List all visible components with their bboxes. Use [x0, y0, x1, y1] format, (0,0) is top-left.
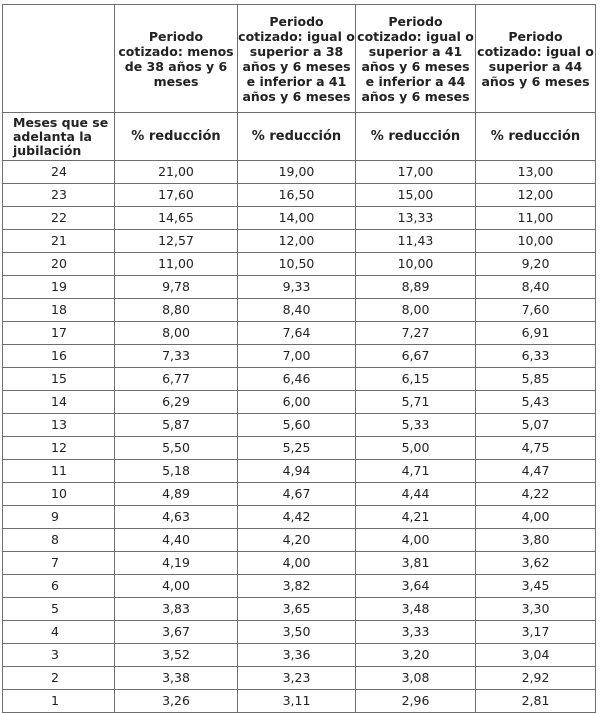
- header-period-over-44y6m: Periodo cotizado: igual o superior a 44 años y 6 meses: [476, 5, 596, 113]
- reduction-value-cell: 7,00: [238, 345, 356, 368]
- months-early-cell: 20: [3, 253, 115, 276]
- pension-reduction-table: [2, 4, 596, 713]
- reduction-value-cell: 8,40: [476, 276, 596, 299]
- reduction-value-cell: 9,78: [115, 276, 238, 299]
- months-early-cell: 5: [3, 598, 115, 621]
- header-period-under-38y6m: Periodo cotizado: menos de 38 años y 6 meses: [115, 5, 238, 113]
- reduction-value-cell: 11,00: [476, 207, 596, 230]
- reduction-table-container: [2, 4, 596, 713]
- table-head: [3, 5, 596, 161]
- months-early-cell: 17: [3, 322, 115, 345]
- reduction-value-cell: 6,77: [115, 368, 238, 391]
- reduction-value-cell: 3,04: [476, 644, 596, 667]
- reduction-value-cell: 17,00: [356, 161, 476, 184]
- table-row: [3, 414, 596, 437]
- reduction-value-cell: 4,47: [476, 460, 596, 483]
- table-row: [3, 207, 596, 230]
- months-early-cell: 8: [3, 529, 115, 552]
- header-period-41y6m-to-44y6m: Periodo cotizado: igual o superior a 41 años y 6 meses e inferior a 44 años y 6 meses: [356, 5, 476, 113]
- reduction-value-cell: 3,20: [356, 644, 476, 667]
- table-row: [3, 621, 596, 644]
- reduction-value-cell: 3,82: [238, 575, 356, 598]
- reduction-value-cell: 19,00: [238, 161, 356, 184]
- months-early-cell: 6: [3, 575, 115, 598]
- reduction-value-cell: 5,33: [356, 414, 476, 437]
- reduction-value-cell: 5,07: [476, 414, 596, 437]
- table-row: [3, 184, 596, 207]
- reduction-value-cell: 12,57: [115, 230, 238, 253]
- reduction-value-cell: 4,00: [238, 552, 356, 575]
- reduction-value-cell: 3,26: [115, 690, 238, 713]
- reduction-value-cell: 4,71: [356, 460, 476, 483]
- reduction-value-cell: 14,65: [115, 207, 238, 230]
- reduction-value-cell: 6,33: [476, 345, 596, 368]
- reduction-value-cell: 4,75: [476, 437, 596, 460]
- header-row: [3, 5, 596, 113]
- reduction-value-cell: 4,00: [115, 575, 238, 598]
- reduction-value-cell: 4,22: [476, 483, 596, 506]
- months-early-cell: 13: [3, 414, 115, 437]
- table-row: [3, 506, 596, 529]
- reduction-value-cell: 4,20: [238, 529, 356, 552]
- months-early-cell: 16: [3, 345, 115, 368]
- reduction-value-cell: 5,85: [476, 368, 596, 391]
- reduction-value-cell: 7,60: [476, 299, 596, 322]
- months-early-cell: 24: [3, 161, 115, 184]
- subheader-reduction: % reducción: [115, 113, 238, 161]
- reduction-value-cell: 2,96: [356, 690, 476, 713]
- subheader-months-early: Meses que se adelanta la jubilación: [3, 113, 115, 161]
- reduction-value-cell: 4,67: [238, 483, 356, 506]
- reduction-value-cell: 5,25: [238, 437, 356, 460]
- reduction-value-cell: 3,83: [115, 598, 238, 621]
- reduction-value-cell: 3,64: [356, 575, 476, 598]
- months-early-cell: 21: [3, 230, 115, 253]
- reduction-value-cell: 3,50: [238, 621, 356, 644]
- reduction-value-cell: 3,48: [356, 598, 476, 621]
- header-period-38y6m-to-41y6m: Periodo cotizado: igual o superior a 38 años y 6 meses e inferior a 41 años y 6 meses: [238, 5, 356, 113]
- reduction-value-cell: 4,89: [115, 483, 238, 506]
- reduction-value-cell: 3,52: [115, 644, 238, 667]
- table-row: [3, 368, 596, 391]
- months-early-cell: 9: [3, 506, 115, 529]
- reduction-value-cell: 5,60: [238, 414, 356, 437]
- reduction-value-cell: 3,81: [356, 552, 476, 575]
- reduction-value-cell: 6,46: [238, 368, 356, 391]
- reduction-value-cell: 6,15: [356, 368, 476, 391]
- table-row: [3, 437, 596, 460]
- table-row: [3, 391, 596, 414]
- reduction-value-cell: 10,00: [476, 230, 596, 253]
- months-early-cell: 15: [3, 368, 115, 391]
- months-early-cell: 10: [3, 483, 115, 506]
- reduction-value-cell: 11,00: [115, 253, 238, 276]
- reduction-value-cell: 3,30: [476, 598, 596, 621]
- reduction-value-cell: 11,43: [356, 230, 476, 253]
- reduction-value-cell: 3,11: [238, 690, 356, 713]
- table-row: [3, 322, 596, 345]
- reduction-value-cell: 7,27: [356, 322, 476, 345]
- reduction-value-cell: 4,40: [115, 529, 238, 552]
- reduction-value-cell: 13,00: [476, 161, 596, 184]
- reduction-value-cell: 3,67: [115, 621, 238, 644]
- table-row: [3, 161, 596, 184]
- reduction-value-cell: 4,00: [476, 506, 596, 529]
- months-early-cell: 14: [3, 391, 115, 414]
- reduction-value-cell: 13,33: [356, 207, 476, 230]
- table-row: [3, 667, 596, 690]
- reduction-value-cell: 4,94: [238, 460, 356, 483]
- table-row: [3, 690, 596, 713]
- reduction-value-cell: 3,33: [356, 621, 476, 644]
- reduction-value-cell: 6,29: [115, 391, 238, 414]
- months-early-cell: 11: [3, 460, 115, 483]
- table-row: [3, 644, 596, 667]
- header-empty-corner: [3, 5, 115, 113]
- reduction-value-cell: 3,38: [115, 667, 238, 690]
- reduction-value-cell: 9,20: [476, 253, 596, 276]
- reduction-value-cell: 4,00: [356, 529, 476, 552]
- subheader-reduction: % reducción: [476, 113, 596, 161]
- reduction-value-cell: 3,62: [476, 552, 596, 575]
- reduction-value-cell: 16,50: [238, 184, 356, 207]
- table-row: [3, 253, 596, 276]
- months-early-cell: 18: [3, 299, 115, 322]
- table-row: [3, 575, 596, 598]
- reduction-value-cell: 2,92: [476, 667, 596, 690]
- reduction-value-cell: 4,42: [238, 506, 356, 529]
- table-row: [3, 276, 596, 299]
- months-early-cell: 3: [3, 644, 115, 667]
- reduction-value-cell: 3,65: [238, 598, 356, 621]
- reduction-value-cell: 12,00: [238, 230, 356, 253]
- table-body: [3, 161, 596, 713]
- reduction-value-cell: 3,45: [476, 575, 596, 598]
- months-early-cell: 19: [3, 276, 115, 299]
- reduction-value-cell: 6,67: [356, 345, 476, 368]
- months-early-cell: 2: [3, 667, 115, 690]
- months-early-cell: 22: [3, 207, 115, 230]
- table-row: [3, 529, 596, 552]
- table-row: [3, 299, 596, 322]
- reduction-value-cell: 7,33: [115, 345, 238, 368]
- reduction-value-cell: 5,87: [115, 414, 238, 437]
- months-early-cell: 12: [3, 437, 115, 460]
- months-early-cell: 7: [3, 552, 115, 575]
- subheader-reduction: % reducción: [356, 113, 476, 161]
- reduction-value-cell: 10,50: [238, 253, 356, 276]
- reduction-value-cell: 5,50: [115, 437, 238, 460]
- reduction-value-cell: 14,00: [238, 207, 356, 230]
- reduction-value-cell: 8,89: [356, 276, 476, 299]
- reduction-value-cell: 10,00: [356, 253, 476, 276]
- reduction-value-cell: 3,23: [238, 667, 356, 690]
- reduction-value-cell: 5,71: [356, 391, 476, 414]
- reduction-value-cell: 9,33: [238, 276, 356, 299]
- subheader-row: [3, 113, 596, 161]
- reduction-value-cell: 21,00: [115, 161, 238, 184]
- months-early-cell: 23: [3, 184, 115, 207]
- reduction-value-cell: 5,43: [476, 391, 596, 414]
- reduction-value-cell: 12,00: [476, 184, 596, 207]
- months-early-cell: 1: [3, 690, 115, 713]
- reduction-value-cell: 4,44: [356, 483, 476, 506]
- reduction-value-cell: 6,00: [238, 391, 356, 414]
- reduction-value-cell: 3,36: [238, 644, 356, 667]
- reduction-value-cell: 7,64: [238, 322, 356, 345]
- reduction-value-cell: 8,40: [238, 299, 356, 322]
- table-row: [3, 483, 596, 506]
- reduction-value-cell: 3,08: [356, 667, 476, 690]
- subheader-reduction: % reducción: [238, 113, 356, 161]
- reduction-value-cell: 3,80: [476, 529, 596, 552]
- reduction-value-cell: 8,00: [115, 322, 238, 345]
- table-row: [3, 598, 596, 621]
- reduction-value-cell: 4,63: [115, 506, 238, 529]
- table-row: [3, 230, 596, 253]
- table-row: [3, 460, 596, 483]
- reduction-value-cell: 8,80: [115, 299, 238, 322]
- reduction-value-cell: 3,17: [476, 621, 596, 644]
- reduction-value-cell: 5,00: [356, 437, 476, 460]
- reduction-value-cell: 17,60: [115, 184, 238, 207]
- reduction-value-cell: 4,21: [356, 506, 476, 529]
- reduction-value-cell: 4,19: [115, 552, 238, 575]
- reduction-value-cell: 2,81: [476, 690, 596, 713]
- table-row: [3, 345, 596, 368]
- reduction-value-cell: 5,18: [115, 460, 238, 483]
- reduction-value-cell: 15,00: [356, 184, 476, 207]
- reduction-value-cell: 8,00: [356, 299, 476, 322]
- table-row: [3, 552, 596, 575]
- reduction-value-cell: 6,91: [476, 322, 596, 345]
- months-early-cell: 4: [3, 621, 115, 644]
